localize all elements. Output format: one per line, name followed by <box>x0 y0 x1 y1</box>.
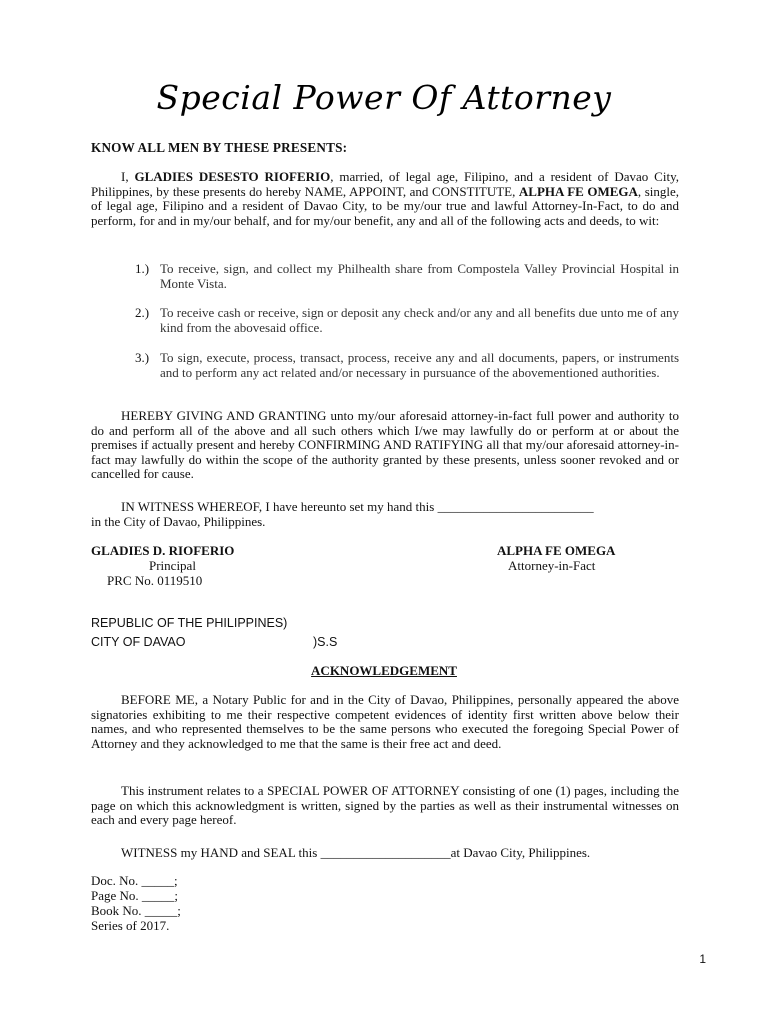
granting-paragraph: HEREBY GIVING AND GRANTING unto my/our aforesaid attorney-in-fact full power and authority to do and perform all of the above and all such others which I/we may lawfully do or perform at or about the premises if actually present and hereby CONFIRMING AND RATIFYING all that my/our aforesaid attorney-in-fact may lawfully do within the scope of the authority granted by these presents, unless sooner revoked and or cancelled for cause. <box>91 408 679 482</box>
document-title: Special Power Of Attorney <box>156 78 612 117</box>
attorney-signatory-name: ALPHA FE OMEGA <box>497 543 616 558</box>
witness-location: in the City of Davao, Philippines. <box>91 514 266 529</box>
list-item-text: To receive, sign, and collect my Philhealth share from Compostela Valley Provincial Hospital in Monte Vista. <box>160 261 679 291</box>
list-item-text: To receive cash or receive, sign or deposit any check and/or any and all benefits due unto me of any kind from the abovesaid office. <box>160 305 679 335</box>
notary-witness-line: WITNESS my HAND and SEAL this ____________________at Davao City, Philippines. <box>121 845 591 860</box>
attorney-role: Attorney-in-Fact <box>508 558 596 573</box>
principal-prc: PRC No. 0119510 <box>107 573 203 588</box>
notary-book-no: Book No. _____; <box>91 903 181 918</box>
notary-doc-no: Doc. No. _____; <box>91 873 178 888</box>
list-item-number: 3.) <box>135 350 150 365</box>
list-item-number: 2.) <box>135 305 150 320</box>
principal-signatory-name: GLADIES D. RIOFERIO <box>91 543 235 558</box>
intro-paragraph: I, GLADIES DESESTO RIOFERIO, married, of legal age, Filipino, and a resident of Davao City, Philippines, by these presents do hereby NAME, APPOINT, and CONSTITUTE, ALPHA FE OMEGA, single, of legal age, Filipino and a resident of Davao City, to be my/our true and lawful Attorney-In-Fact, to do and perform, for and in my/our behalf, and for my/our benefit, any and all of the following acts and deeds, to wit: <box>91 169 680 228</box>
acknowledgement-heading: ACKNOWLEDGEMENT <box>311 663 457 678</box>
venue-ss: )S.S <box>313 635 338 649</box>
principal-name-inline: GLADIES DESESTO RIOFERIO <box>134 169 331 184</box>
list-item-text: To sign, execute, process, transact, process, receive any and all documents, papers, or instruments and to perform any act related and/or necessary in pursuance of the abovementioned authorities. <box>160 350 679 380</box>
attorney-name-inline: ALPHA FE OMEGA <box>518 183 638 199</box>
notary-page-no: Page No. _____; <box>91 888 179 903</box>
acknowledgement-paragraph: BEFORE ME, a Notary Public for and in the City of Davao, Philippines, personally appeared the above signatories exhibiting to me their respective competent evidences of identity first written above below their names, and who represented themselves to be the same persons who executed the foregoing Special Power of Attorney and they acknowledged to me that the same is their free act and deed. <box>91 692 679 751</box>
notary-series: Series of 2017. <box>91 918 170 933</box>
list-item-number: 1.) <box>135 261 150 276</box>
venue-republic: REPUBLIC OF THE PHILIPPINES) <box>91 616 288 630</box>
venue-city: CITY OF DAVAO <box>91 635 186 649</box>
principal-role: Principal <box>149 558 196 573</box>
page-number: 1 <box>699 952 706 966</box>
witness-line: IN WITNESS WHEREOF, I have hereunto set my hand this ________________________ <box>121 499 594 514</box>
opening-heading: KNOW ALL MEN BY THESE PRESENTS: <box>91 140 348 155</box>
instrument-paragraph: This instrument relates to a SPECIAL POWER OF ATTORNEY consisting of one (1) pages, including the page on which this acknowledgment is written, signed by the parties as well as their instrumental witnesses on each and every page hereof. <box>91 783 679 828</box>
